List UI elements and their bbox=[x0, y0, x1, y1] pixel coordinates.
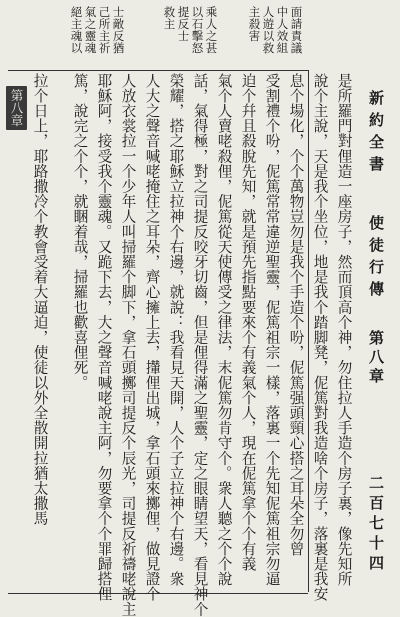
header-note: 氣之靈魂 bbox=[83, 6, 98, 54]
body-column: 人放衣裳拉一个少年人叫掃羅个脚下，拿石頭擲司提反个辰光，司提反祈禱咾說主 bbox=[119, 73, 137, 617]
body-column: 話，氣得極，對之司提反咬牙切齒，但是俚得滿之聖靈，定之眼睛望天，看見神个 bbox=[191, 73, 209, 617]
body-column: 篤，說完之个个，就睏着哉，掃羅也歡喜俚死。 bbox=[71, 73, 89, 391]
header-note: 以石擊怒 bbox=[190, 6, 205, 54]
body-column: 迫个幷且殺脫先知，就是預先指點要來个有義氣个人，現在伲篤拿个个有義 bbox=[239, 73, 257, 572]
header-note: 中人效組 bbox=[275, 6, 290, 54]
body-column: 氣个人賣咾殺俚，伲篤從天使傳受之律法，末伲篤勿肯守个。衆人聽之个个說 bbox=[215, 73, 233, 587]
header-note: 絕主魂以 bbox=[69, 6, 84, 54]
header-note: 士敵反猶 bbox=[111, 6, 126, 54]
chapter-heading: 第八章 bbox=[367, 330, 385, 387]
book-name: 使徒行傳 bbox=[367, 215, 385, 303]
header-note: 人遊以救 bbox=[261, 6, 276, 54]
body-column: 榮耀，搭之耶穌立拉神个右邊，就說：我看見天開，人个子立拉神个右邊。衆 bbox=[167, 73, 185, 587]
page-number: 二百七十四 bbox=[367, 475, 385, 575]
text-frame-rule bbox=[308, 70, 309, 592]
header-note: 面請責議 bbox=[289, 6, 304, 54]
body-column: 耶穌阿，接受我个靈魂。又跪下去，大之聲音喊咾說主阿，勿要拿个个罪歸搭俚 bbox=[95, 73, 113, 602]
body-column: 是所羅門對俚造一座房子，然而頂高个神，勿住拉人手造个房子裏，像先知所 bbox=[335, 73, 353, 587]
header-note: 提反士 bbox=[176, 6, 191, 42]
header-note: 乘人之甚 bbox=[204, 6, 219, 54]
body-column: 受割禮个吩，伲篤常常違逆聖靈，伲篤祖宗一樣，落裏一个先知伲篤祖宗勿逼 bbox=[263, 73, 281, 587]
body-column: 人大之聲音喊咾掩住之耳朵，齊心擁上去，攆俚出城，拿石頭來擲俚，做見證个 bbox=[143, 73, 161, 602]
header-note: 己所主祈 bbox=[97, 6, 112, 54]
chapter-label: 第八章 bbox=[6, 86, 27, 130]
body-column: 拉个日上，耶路撒冷个教會受着大逼迫，使徒以外全散開拉猶太撒馬 bbox=[31, 73, 49, 526]
header-note: 救主 bbox=[162, 6, 177, 30]
body-column: 息个場化，个个萬物豈勿是我个手造个吩，伲篤强頭頸心搭之耳朵全勿曾 bbox=[287, 73, 305, 557]
header-note: 主殺害 bbox=[247, 6, 262, 42]
body-column: 說个主說，天是我个坐位，地是我个踏脚凳，伲篤對我造啥个房子，落裏是我安 bbox=[311, 73, 329, 602]
book-title: 新約全書 bbox=[367, 90, 385, 178]
